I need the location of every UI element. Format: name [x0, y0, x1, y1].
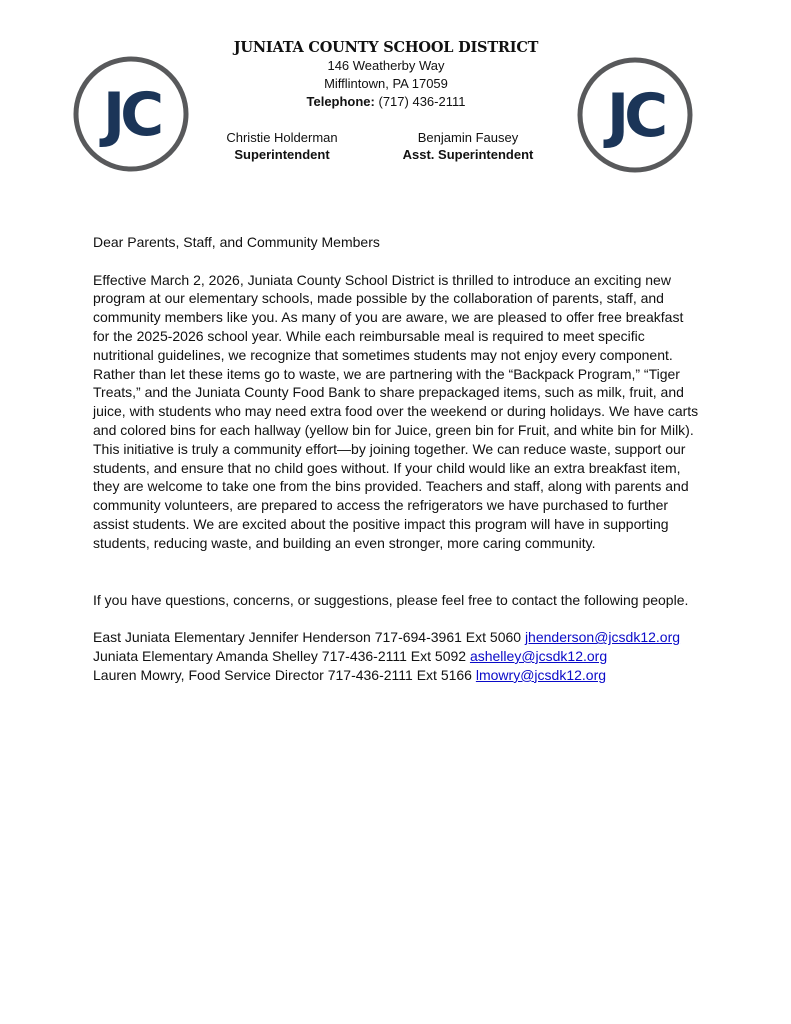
salutation: Dear Parents, Staff, and Community Members: [93, 234, 380, 250]
contact-text: East Juniata Elementary Jennifer Henderson 717-694-3961 Ext 5060: [93, 629, 525, 646]
district-name: JUNIATA COUNTY SCHOOL DISTRICT: [233, 39, 539, 56]
logo-text: JC: [102, 80, 160, 150]
letter-body: [93, 233, 703, 685]
telephone-number: (717) 436-2111: [378, 94, 466, 109]
official-title: Asst. Superintendent: [402, 147, 534, 162]
email-link-jhenderson[interactable]: jhenderson@jcsdk12.org: [524, 629, 681, 646]
contact-food-service: [93, 666, 703, 685]
address-line-2: Mifflintown, PA 17059: [324, 76, 448, 91]
official-name: Benjamin Fausey: [417, 130, 519, 145]
letterhead: [186, 39, 586, 111]
contact-text: Lauren Mowry, Food Service Director 717-436-2111 Ext 5166: [93, 666, 476, 683]
official-asst-superintendent: [400, 129, 536, 163]
body-paragraph: Effective March 2, 2026, Juniata County School District is thrilled to introduce an exciting new program at our elementary schools, made possible by the collaboration of parents, staff, and community members like you. As many of you are aware, we are pleased to offer free breakfast for the 2025-2026 school year. While each reimbursable meal is required to meet specific nutritional guidelines, we recognize that sometimes students may not enjoy every component. Rather than let these items go to waste, we are partnering with the “Backpack Program,” “Tiger Treats,” and the Juniata County Food Bank to share prepackaged items, such as milk, fruit, and juice, with students who may need extra food over the weekend or during holidays. We have carts and colored bins for each hallway (yellow bin for Juice, green bin for Fruit, and white bin for Milk). This initiative is truly a community effort—by joining together. We can reduce waste, support our students, and ensure that no child goes without. If your child would like an extra breakfast item, they are welcome to take one from the bins provided. Teachers and staff, along with parents and community volunteers, are prepared to access the refrigerators we have purchased to further assist students. We are excited about the positive impact this program will have in supporting students, reducing waste, and building an even stronger, more caring community.: [93, 271, 699, 551]
contact-east-juniata: [93, 628, 703, 647]
contact-intro: If you have questions, concerns, or suggestions, please feel free to contact the following people.: [93, 591, 689, 608]
address-line-1: 146 Weatherby Way: [327, 58, 445, 73]
jc-logo-icon: [73, 56, 189, 172]
logo-text: JC: [606, 81, 664, 151]
telephone-label: Telephone:: [306, 94, 375, 109]
district-logo-left: [73, 56, 189, 172]
official-name: Christie Holderman: [226, 130, 338, 145]
jc-logo-icon: [577, 57, 693, 173]
email-link-lmowry[interactable]: lmowry@jcsdk12.org: [475, 666, 607, 683]
contact-juniata-elementary: [93, 647, 703, 666]
contact-text: Juniata Elementary Amanda Shelley 717-436-2111 Ext 5092: [93, 647, 470, 664]
district-logo-right: [577, 57, 693, 173]
telephone-line: [186, 93, 586, 111]
email-link-ashelley[interactable]: ashelley@jcsdk12.org: [469, 647, 608, 664]
official-title: Superintendent: [234, 147, 330, 162]
official-superintendent: [214, 129, 350, 163]
